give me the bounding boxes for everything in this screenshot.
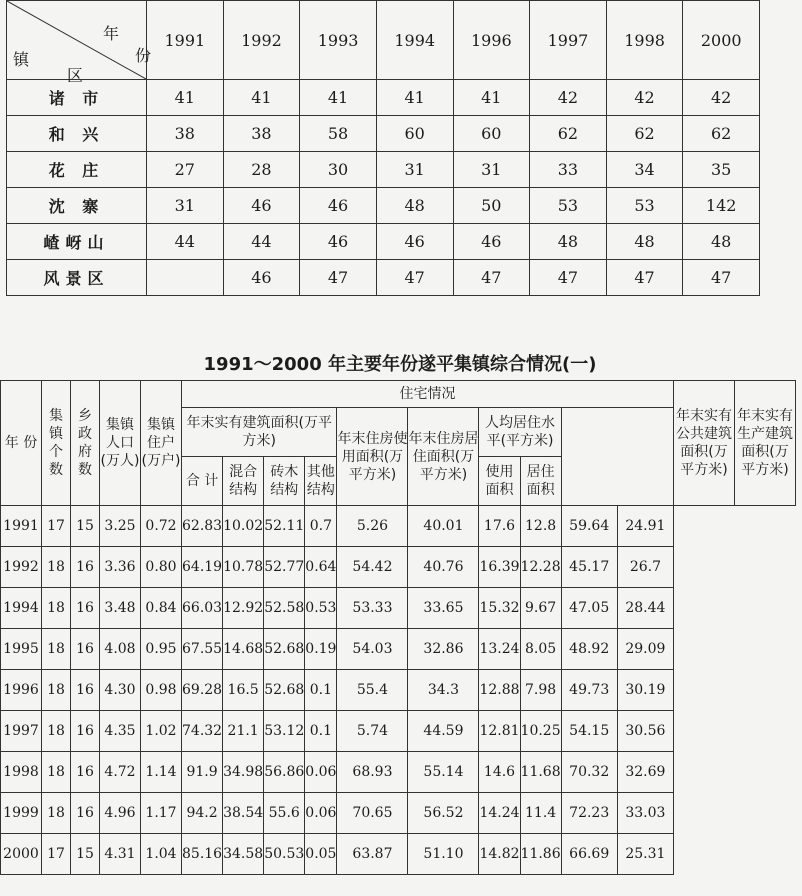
header-per-capita: 人均居住水平(平方米) [479, 408, 561, 457]
header-production: 年末实有生产建筑面积(万平方米) [735, 381, 796, 506]
table-cell: 18 [42, 629, 71, 670]
table-cell: 0.06 [305, 752, 337, 793]
table-cell: 18 [42, 752, 71, 793]
table-cell: 14.6 [479, 752, 520, 793]
town-value: 42 [530, 80, 607, 116]
table-cell: 66.03 [182, 588, 223, 629]
table-cell: 48.92 [561, 629, 617, 670]
table-cell: 4.35 [100, 711, 141, 752]
town-value: 44 [223, 224, 300, 260]
table-cell: 15.32 [479, 588, 520, 629]
table-cell: 16 [71, 588, 100, 629]
year-header: 2000 [683, 1, 760, 80]
table-cell: 72.23 [561, 793, 617, 834]
header-use-area: 年末住房使用面积(万平方米) [337, 408, 408, 506]
header-pc-use: 使用面积 [479, 457, 520, 506]
town-row [7, 80, 760, 116]
table-cell: 5.26 [337, 506, 408, 547]
table-cell: 0.72 [141, 506, 182, 547]
town-value: 62 [530, 116, 607, 152]
table-cell: 32.86 [408, 629, 479, 670]
town-row [7, 188, 760, 224]
table-cell: 49.73 [561, 670, 617, 711]
town-value: 47 [300, 260, 377, 296]
table-cell: 52.58 [264, 588, 305, 629]
town-value: 33 [530, 152, 607, 188]
town-value: 48 [683, 224, 760, 260]
table-cell: 67.55 [182, 629, 223, 670]
table-cell: 55.4 [337, 670, 408, 711]
table-cell: 0.1 [305, 711, 337, 752]
town-name: 花 庄 [7, 152, 147, 188]
town-value [147, 260, 224, 296]
table-cell: 30.19 [617, 670, 673, 711]
table-cell: 34.3 [408, 670, 479, 711]
table-cell: 53.33 [337, 588, 408, 629]
table-cell: 66.69 [561, 834, 617, 875]
table-cell: 0.19 [305, 629, 337, 670]
table-cell: 5.74 [337, 711, 408, 752]
table-cell: 51.10 [408, 834, 479, 875]
table-cell: 3.48 [100, 588, 141, 629]
table-cell: 16.39 [479, 547, 520, 588]
table-cell: 56.52 [408, 793, 479, 834]
town-value: 42 [606, 80, 683, 116]
table-row [1, 506, 796, 547]
town-value: 48 [606, 224, 683, 260]
corner-cell [7, 1, 152, 85]
town-value: 48 [530, 224, 607, 260]
year-header: 1993 [300, 1, 377, 80]
town-value: 50 [453, 188, 530, 224]
town-name: 和 兴 [7, 116, 147, 152]
table-cell: 94.2 [182, 793, 223, 834]
row-year: 1991 [1, 506, 42, 547]
row-year: 1995 [1, 629, 42, 670]
town-row [7, 116, 760, 152]
corner-year: 年 [103, 24, 120, 43]
town-value: 46 [223, 260, 300, 296]
table-cell: 55.6 [264, 793, 305, 834]
town-value: 41 [453, 80, 530, 116]
year-header: 1997 [530, 1, 607, 80]
header-towns: 集镇个数 [42, 381, 71, 506]
table-cell: 69.28 [182, 670, 223, 711]
table-cell: 4.31 [100, 834, 141, 875]
town-value: 42 [683, 80, 760, 116]
table-cell: 16 [71, 547, 100, 588]
town-row [7, 224, 760, 260]
town-value: 60 [376, 116, 453, 152]
table-row [1, 588, 796, 629]
table-cell: 16 [71, 793, 100, 834]
table-cell: 12.92 [223, 588, 264, 629]
town-value: 46 [223, 188, 300, 224]
town-value: 41 [223, 80, 300, 116]
table-cell: 34.58 [223, 834, 264, 875]
summary-table [0, 380, 796, 875]
table-cell: 3.25 [100, 506, 141, 547]
header-live-area: 年末住房居住面积(万平方米) [408, 408, 479, 506]
table-cell: 68.93 [337, 752, 408, 793]
table-cell: 50.53 [264, 834, 305, 875]
table-cell: 14.24 [479, 793, 520, 834]
table-cell: 10.78 [223, 547, 264, 588]
table-cell: 1.04 [141, 834, 182, 875]
table-cell: 30.56 [617, 711, 673, 752]
table-row [1, 834, 796, 875]
table-cell: 15 [71, 506, 100, 547]
town-value: 30 [300, 152, 377, 188]
table-cell: 28.44 [617, 588, 673, 629]
town-value: 41 [147, 80, 224, 116]
table-cell: 52.11 [264, 506, 305, 547]
table-cell: 59.64 [561, 506, 617, 547]
table-cell: 74.32 [182, 711, 223, 752]
town-value: 38 [223, 116, 300, 152]
table-row [1, 629, 796, 670]
year-header: 1996 [453, 1, 530, 80]
year-header: 1992 [223, 1, 300, 80]
table-cell: 13.24 [479, 629, 520, 670]
town-value: 62 [606, 116, 683, 152]
town-value: 48 [376, 188, 453, 224]
town-value: 46 [300, 188, 377, 224]
town-name: 诸 市 [7, 80, 147, 116]
table-row [1, 547, 796, 588]
town-name: 风景区 [7, 260, 147, 296]
table-cell: 0.05 [305, 834, 337, 875]
header-brick: 砖木结构 [264, 457, 305, 506]
corner-fen: 份 [135, 46, 152, 65]
table-row [1, 670, 796, 711]
table-cell: 1.02 [141, 711, 182, 752]
table-cell: 54.15 [561, 711, 617, 752]
town-row [7, 260, 760, 296]
table-cell: 12.88 [479, 670, 520, 711]
table-cell: 17 [42, 506, 71, 547]
table-cell: 7.98 [520, 670, 561, 711]
table-cell: 63.87 [337, 834, 408, 875]
table-cell: 62.83 [182, 506, 223, 547]
table-cell: 14.82 [479, 834, 520, 875]
table-cell: 12.8 [520, 506, 561, 547]
town-table-body [7, 80, 760, 296]
town-value: 46 [453, 224, 530, 260]
table-cell: 33.65 [408, 588, 479, 629]
table-cell: 18 [42, 711, 71, 752]
table-cell: 11.68 [520, 752, 561, 793]
town-value: 41 [376, 80, 453, 116]
table-cell: 16 [71, 670, 100, 711]
header-housing: 住宅情况 [182, 381, 674, 408]
summary-table-body [1, 506, 796, 875]
town-row [7, 152, 760, 188]
town-value: 62 [683, 116, 760, 152]
table-cell: 55.14 [408, 752, 479, 793]
town-value: 60 [453, 116, 530, 152]
table-cell: 38.54 [223, 793, 264, 834]
header-pc-live: 居住面积 [520, 457, 561, 506]
town-value: 47 [376, 260, 453, 296]
row-year: 1999 [1, 793, 42, 834]
table-cell: 0.06 [305, 793, 337, 834]
row-year: 1994 [1, 588, 42, 629]
table-cell: 10.25 [520, 711, 561, 752]
table-cell: 0.80 [141, 547, 182, 588]
town-value: 28 [223, 152, 300, 188]
table-cell: 40.76 [408, 547, 479, 588]
table-cell: 52.68 [264, 629, 305, 670]
table-cell: 54.03 [337, 629, 408, 670]
town-value: 34 [606, 152, 683, 188]
table-cell: 52.68 [264, 670, 305, 711]
town-value: 31 [376, 152, 453, 188]
corner-qu: 区 [67, 66, 84, 85]
header-mixed: 混合结构 [223, 457, 264, 506]
town-value: 47 [606, 260, 683, 296]
table-cell: 4.96 [100, 793, 141, 834]
table-cell: 16.5 [223, 670, 264, 711]
header-public: 年末实有公共建筑面积(万平方米) [674, 381, 735, 506]
table-cell: 29.09 [617, 629, 673, 670]
table-cell: 34.98 [223, 752, 264, 793]
table-cell: 0.95 [141, 629, 182, 670]
table-cell: 21.1 [223, 711, 264, 752]
town-value: 47 [453, 260, 530, 296]
town-value: 31 [453, 152, 530, 188]
table-cell: 0.7 [305, 506, 337, 547]
table-cell: 47.05 [561, 588, 617, 629]
table-cell: 53.12 [264, 711, 305, 752]
town-value: 41 [300, 80, 377, 116]
table-cell: 85.16 [182, 834, 223, 875]
table-cell: 33.03 [617, 793, 673, 834]
header-households: 集镇住户(万户) [141, 381, 182, 506]
row-year: 1998 [1, 752, 42, 793]
table-title: 1991～2000 年主要年份遂平集镇综合情况(一) [203, 354, 597, 375]
town-name: 嵖岈山 [7, 224, 147, 260]
year-header: 1991 [147, 1, 224, 80]
table-cell: 16 [71, 752, 100, 793]
table-cell: 26.7 [617, 547, 673, 588]
table-cell: 54.42 [337, 547, 408, 588]
table-cell: 17 [42, 834, 71, 875]
table-row [1, 711, 796, 752]
table-cell: 16 [71, 629, 100, 670]
table-cell: 64.19 [182, 547, 223, 588]
header-row-1 [1, 381, 796, 408]
town-value: 38 [147, 116, 224, 152]
table-cell: 40.01 [408, 506, 479, 547]
table-cell: 32.69 [617, 752, 673, 793]
table-cell: 0.64 [305, 547, 337, 588]
town-table [6, 0, 760, 296]
table-cell: 70.32 [561, 752, 617, 793]
town-value: 27 [147, 152, 224, 188]
town-name: 沈 寨 [7, 188, 147, 224]
table-cell: 16 [71, 711, 100, 752]
header-pop: 集镇人口(万人) [100, 381, 141, 506]
table-cell: 25.31 [617, 834, 673, 875]
table-cell: 0.98 [141, 670, 182, 711]
table-cell: 52.77 [264, 547, 305, 588]
town-value: 47 [683, 260, 760, 296]
table-cell: 70.65 [337, 793, 408, 834]
table-row [1, 752, 796, 793]
corner-zhen: 镇 [13, 50, 30, 69]
table-cell: 4.30 [100, 670, 141, 711]
table-cell: 17.6 [479, 506, 520, 547]
table-cell: 18 [42, 670, 71, 711]
town-value: 58 [300, 116, 377, 152]
row-year: 1997 [1, 711, 42, 752]
table-cell: 8.05 [520, 629, 561, 670]
town-value: 46 [376, 224, 453, 260]
table-cell: 4.08 [100, 629, 141, 670]
table-cell: 14.68 [223, 629, 264, 670]
row-year: 2000 [1, 834, 42, 875]
table-cell: 24.91 [617, 506, 673, 547]
row-year: 1996 [1, 670, 42, 711]
table-cell: 0.1 [305, 670, 337, 711]
header-govs: 乡政府数 [71, 381, 100, 506]
table-cell: 45.17 [561, 547, 617, 588]
table-row [1, 793, 796, 834]
table-cell: 11.4 [520, 793, 561, 834]
town-table-header [7, 1, 760, 80]
table-cell: 12.28 [520, 547, 561, 588]
town-value: 142 [683, 188, 760, 224]
table-cell: 18 [42, 793, 71, 834]
table-cell: 44.59 [408, 711, 479, 752]
table-cell: 10.02 [223, 506, 264, 547]
table-cell: 3.36 [100, 547, 141, 588]
table-cell: 56.86 [264, 752, 305, 793]
town-value: 47 [530, 260, 607, 296]
table-cell: 4.72 [100, 752, 141, 793]
header-other: 其他结构 [305, 457, 337, 506]
table-cell: 18 [42, 588, 71, 629]
table-cell: 9.67 [520, 588, 561, 629]
year-header: 1994 [376, 1, 453, 80]
table-cell: 11.86 [520, 834, 561, 875]
town-value: 35 [683, 152, 760, 188]
town-value: 53 [530, 188, 607, 224]
town-value: 53 [606, 188, 683, 224]
town-value: 46 [300, 224, 377, 260]
table-cell: 15 [71, 834, 100, 875]
header-total: 合 计 [182, 457, 223, 506]
table-cell: 12.81 [479, 711, 520, 752]
table-cell: 18 [42, 547, 71, 588]
table-cell: 0.84 [141, 588, 182, 629]
table-cell: 91.9 [182, 752, 223, 793]
town-value: 44 [147, 224, 224, 260]
table-cell: 1.14 [141, 752, 182, 793]
town-value: 31 [147, 188, 224, 224]
row-year: 1992 [1, 547, 42, 588]
table-cell: 0.53 [305, 588, 337, 629]
table-cell: 1.17 [141, 793, 182, 834]
header-year: 年 份 [1, 381, 42, 506]
header-area-group: 年末实有建筑面积(万平方米) [182, 408, 337, 457]
year-header: 1998 [606, 1, 683, 80]
